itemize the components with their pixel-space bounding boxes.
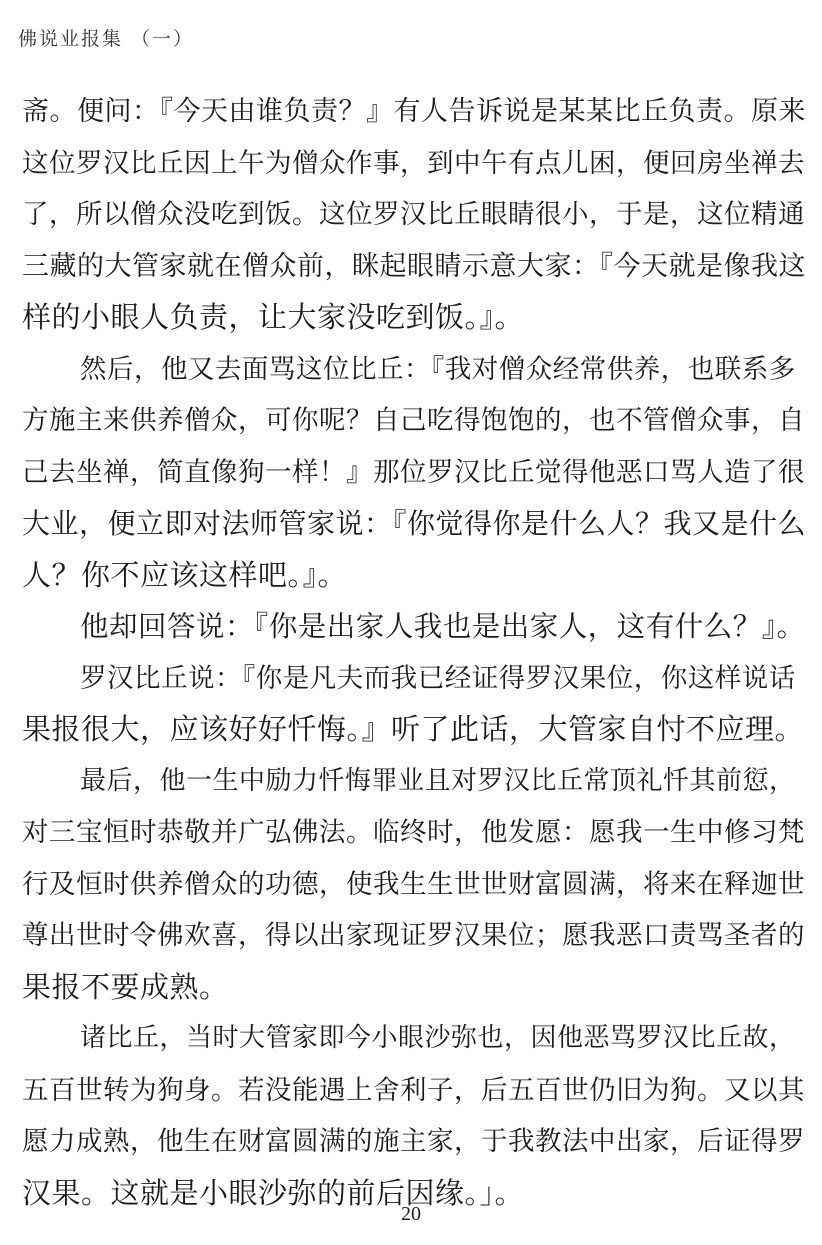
text-line: 斋。便问：『今天由谁负责？』有人告诉说是某某比丘负责。原来 <box>22 96 806 127</box>
text-line: 尊出世时令佛欢喜，得以出家现证罗汉果位；愿我恶口责骂圣者的 <box>22 920 805 951</box>
text-line: 他却回答说：『你是出家人我也是出家人，这有什么？』。 <box>80 610 806 643</box>
text-line: 罗汉比丘说：『你是凡夫而我已经证得罗汉果位，你这样说话 <box>80 662 796 694</box>
text-line: 方施主来供养僧众，可你呢？自己吃得饱饱的，也不管僧众事，自 <box>22 405 805 436</box>
body-text <box>22 86 806 1219</box>
text-line: 然后，他又去面骂这位比丘：『我对僧众经常供养，也联系多 <box>80 353 796 385</box>
text-line: 汉果。这就是小眼沙弥的前后因缘。」。 <box>22 1175 525 1210</box>
text-line: 最后，他一生中励力忏悔罪业且对罗汉比丘常顶礼忏其前愆， <box>80 765 796 796</box>
text-line: 三藏的大管家就在僧众前，眯起眼睛示意大家：『今天就是像我这 <box>22 250 806 282</box>
text-line: 果报不要成熟。 <box>22 969 229 1004</box>
text-line: 人？你不应该这样吧。』。 <box>22 557 348 592</box>
text-line: 大业，便立即对法师管家说：『你觉得你是什么人？我又是什么 <box>22 507 806 540</box>
text-line: 样的小眼人负责，让大家没吃到饭。』。 <box>22 300 525 334</box>
text-line: 诸比丘，当时大管家即今小眼沙弥也，因他恶骂罗汉比丘故， <box>80 1023 796 1053</box>
text-line: 了，所以僧众没吃到饭。这位罗汉比丘眼睛很小，于是，这位精通 <box>22 199 805 230</box>
text-line: 对三宝恒时恭敬并广弘佛法。临终时，他发愿：愿我一生中修习梵 <box>22 817 805 848</box>
text-line: 愿力成熟，他生在财富圆满的施主家，于我教法中出家，后证得罗 <box>22 1126 805 1157</box>
page-number: 20 <box>401 1203 421 1225</box>
running-header: 佛说业报集 （一） <box>18 28 195 50</box>
text-line: 五百世转为狗身。若没能遇上舍利子，后五百世仍旧为狗。又以其 <box>22 1074 805 1106</box>
text-line: 己去坐禅，简直像狗一样！』那位罗汉比丘觉得他恶口骂人造了很 <box>22 456 805 488</box>
text-line: 果报很大，应该好好忏悔。』听了此话，大管家自忖不应理。 <box>22 712 805 746</box>
text-line: 行及恒时供养僧众的功德，使我生生世世财富圆满，将来在释迦世 <box>22 868 805 900</box>
text-line: 这位罗汉比丘因上午为僧众作事，到中午有点儿困，便回房坐禅去 <box>22 147 805 179</box>
